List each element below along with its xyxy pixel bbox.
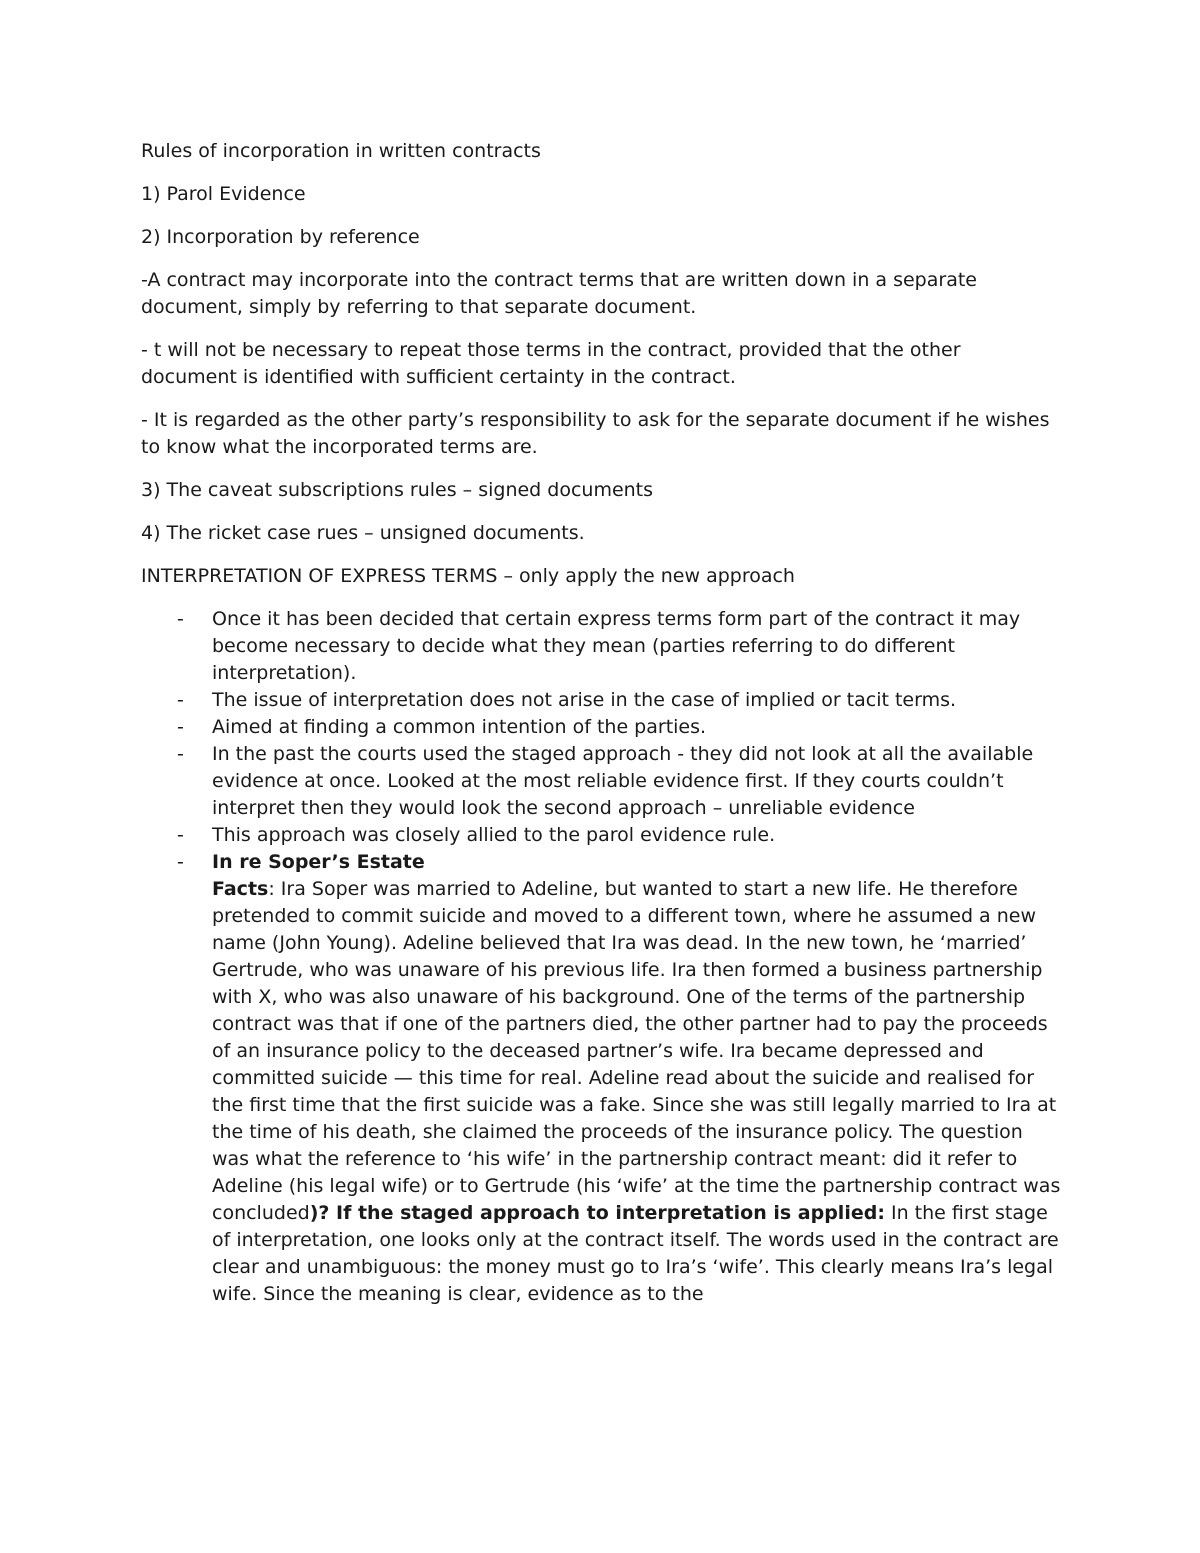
bullet-dash: - bbox=[177, 716, 184, 738]
rule-item-1: 1) Parol Evidence bbox=[141, 183, 306, 205]
document-page bbox=[141, 138, 1061, 1308]
bullet-dash: - bbox=[177, 851, 184, 873]
list-item bbox=[141, 822, 1061, 849]
reference-paragraph-2: - t will not be necessary to repeat those terms in the contract, provided that the other document is identified with sufficient certainty in the contract. bbox=[141, 339, 961, 388]
staged-approach-question: )? If the staged approach to interpretation is applied: bbox=[309, 1202, 885, 1224]
rule-item-4: 4) The ricket case rues – unsigned documents. bbox=[141, 522, 585, 544]
bullet-text: This approach was closely allied to the parol evidence rule. bbox=[212, 824, 776, 846]
facts-label: Facts bbox=[212, 878, 269, 900]
list-item bbox=[141, 687, 1061, 714]
case-title: In re Soper’s Estate bbox=[212, 851, 425, 873]
bullet-text: Once it has been decided that certain express terms form part of the contract it may become necessary to decide what they mean (parties referring to do different interpretation). bbox=[212, 608, 1021, 684]
reference-paragraph-1: -A contract may incorporate into the contract terms that are written down in a separate document, simply by referring to that separate document. bbox=[141, 269, 977, 318]
bullet-dash: - bbox=[177, 689, 184, 711]
bullet-dash: - bbox=[177, 608, 184, 630]
reference-paragraph-3: - It is regarded as the other party’s responsibility to ask for the separate document if he wishes to know what the incorporated terms are. bbox=[141, 409, 1050, 458]
bullet-list bbox=[141, 606, 1061, 1308]
section-heading: INTERPRETATION OF EXPRESS TERMS – only apply the new approach bbox=[141, 565, 795, 587]
document-heading: Rules of incorporation in written contracts bbox=[141, 140, 541, 162]
bullet-text: Aimed at finding a common intention of the parties. bbox=[212, 716, 707, 738]
rule-item-2: 2) Incorporation by reference bbox=[141, 226, 420, 248]
list-item bbox=[141, 741, 1061, 822]
case-continuation: In the first stage of interpretation, one looks only at the contract itself. The words used in the contract are clear and unambiguous: the money must go to Ira’s ‘wife’. This clearly means Ira’s legal wife. Since the meaning is clear, evidence as to the bbox=[212, 1202, 1059, 1305]
list-item bbox=[141, 606, 1061, 687]
rule-item-3: 3) The caveat subscriptions rules – signed documents bbox=[141, 479, 654, 501]
bullet-text: In the past the courts used the staged approach - they did not look at all the available evidence at once. Looked at the most reliable evidence first. If they courts couldn’t interpret then they would look the second approach – unreliable evidence bbox=[212, 743, 1034, 819]
bullet-text: The issue of interpretation does not arise in the case of implied or tacit terms. bbox=[212, 689, 957, 711]
list-item bbox=[141, 714, 1061, 741]
case-list-item bbox=[141, 849, 1061, 1308]
bullet-dash: - bbox=[177, 824, 184, 846]
bullet-dash: - bbox=[177, 743, 184, 765]
facts-text: : Ira Soper was married to Adeline, but wanted to start a new life. He therefore pretended to commit suicide and moved to a different town, where he assumed a new name (John Young). Adeline believed that Ira was dead. In the new town, he ‘married’ Gertrude, who was unaware of his previous life. Ira then formed a business partnership with X, who was also unaware of his background. One of the terms of the partnership contract was that if one of the partners died, the other partner had to pay the proceeds of an insurance policy to the deceased partner’s wife. Ira became depressed and committed suicide — this time for real. Adeline read about the suicide and realised for the first time that the first suicide was a fake. Since she was still legally married to Ira at the time of his death, she claimed the proceeds of the insurance policy. The question was what the reference to ‘his wife’ in the partnership contract meant: did it refer to Adeline (his legal wife) or to Gertrude (his ‘wife’ at the time the partnership contract was concluded bbox=[212, 878, 1061, 1224]
